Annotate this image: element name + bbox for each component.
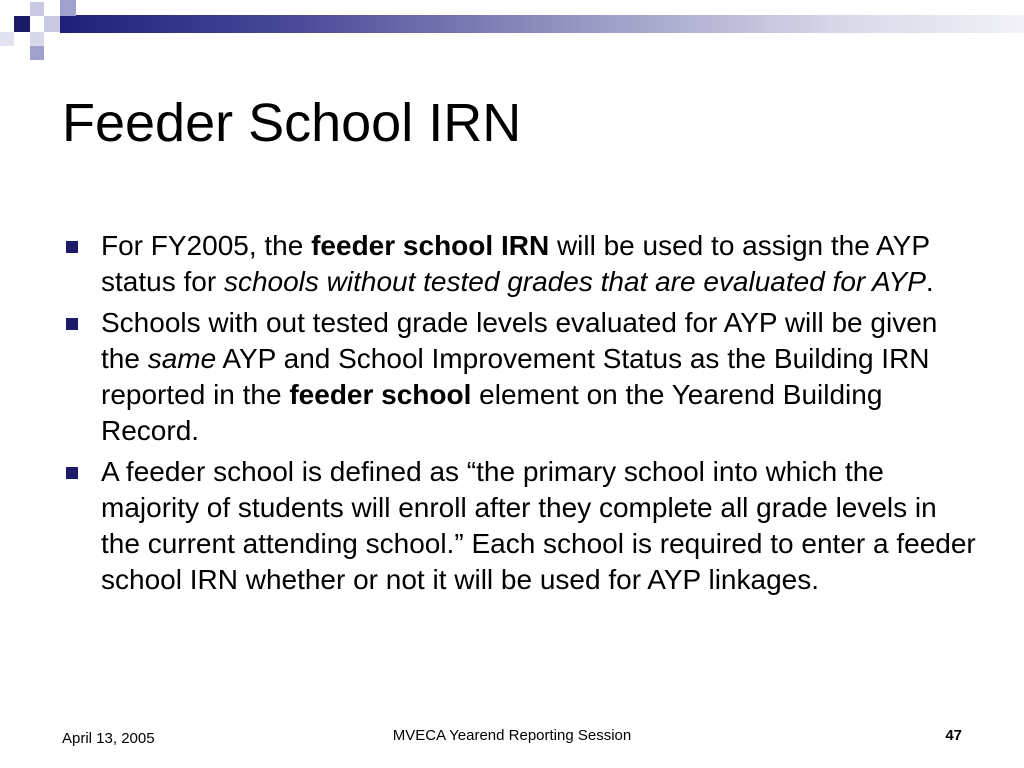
bullet-text: feeder school	[289, 379, 472, 410]
deco-square-light	[30, 2, 44, 16]
bullet-square-icon	[66, 241, 78, 253]
bullet-list	[66, 228, 976, 603]
bullet-item	[66, 454, 976, 598]
bullet-text: schools without tested grades that are evaluated for AYP	[223, 266, 926, 297]
slide-title: Feeder School IRN	[62, 93, 522, 153]
page-number: 47	[945, 727, 962, 744]
bullet-square-icon	[66, 318, 78, 330]
deco-square-dark	[14, 16, 30, 32]
deco-square-light	[30, 32, 44, 46]
bullet-text: A feeder school is defined as “the primary school into which the majority of students will enroll after they complete all grade levels in the current attending school.” Each school is required to enter a feeder school IRN whether or not it will be used for AYP linkages.	[101, 456, 976, 595]
bullet-text: For FY2005, the	[101, 230, 312, 261]
header-gradient-bar	[60, 15, 1024, 33]
deco-square-mid	[60, 0, 76, 16]
footer-title: MVECA Yearend Reporting Session	[392, 727, 632, 744]
deco-square-mid	[30, 46, 44, 60]
bullet-text: will be used to assign the AYP status for	[101, 230, 930, 297]
footer-date: April 13, 2005	[62, 730, 155, 747]
deco-square-light	[0, 32, 14, 46]
bullet-text: feeder school IRN	[311, 230, 550, 261]
bullet-item	[66, 305, 976, 449]
bullet-text: AYP and School Improvement Status as the Building IRN reported in the	[101, 343, 930, 410]
bullet-text: .	[925, 266, 934, 297]
bullet-square-icon	[66, 467, 78, 479]
bullet-text: same	[147, 343, 217, 374]
deco-square-light	[44, 16, 60, 32]
bullet-item	[66, 228, 976, 300]
bullet-text: element on the Yearend Building Record.	[101, 379, 883, 446]
bullet-text: Schools with out tested grade levels evaluated for AYP will be given the	[101, 307, 938, 374]
